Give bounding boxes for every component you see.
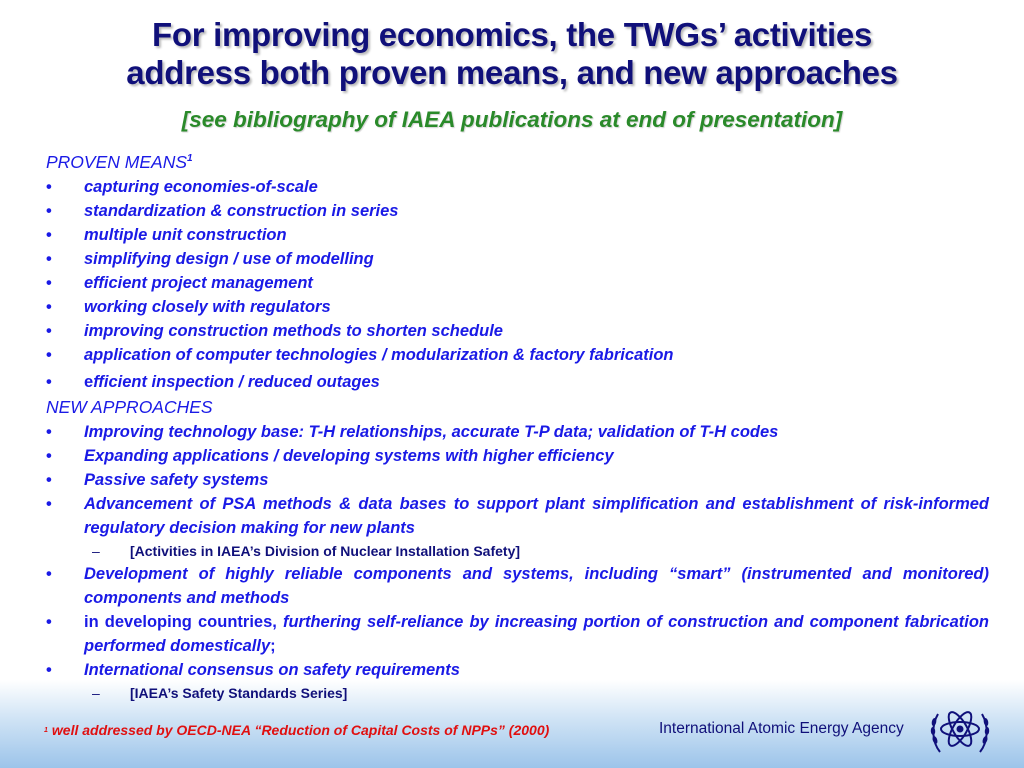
list-item-text: application of computer technologies / modularization & factory fabrication <box>84 346 674 364</box>
title-line-2: address both proven means, and new approaches <box>126 54 898 91</box>
footnote <box>44 720 549 741</box>
proven-means-heading <box>46 150 989 175</box>
dash-icon: – <box>92 685 100 701</box>
iaea-logo-icon <box>928 698 992 760</box>
list-item-text: Passive safety systems <box>84 471 269 489</box>
bullet-icon: • <box>46 613 52 631</box>
title-line-1: For improving economics, the TWGs’ activities <box>152 16 872 53</box>
list-item-prefix: in developing countries, <box>84 613 283 631</box>
list-item-suffix: ; <box>270 637 276 655</box>
list-item <box>46 420 989 444</box>
list-item-text: standardization & construction in series <box>84 202 399 220</box>
dash-icon: – <box>92 543 100 559</box>
bullet-icon: • <box>46 423 52 441</box>
bullet-icon: • <box>46 447 52 465</box>
list-item-text: fficient inspection / reduced outages <box>93 373 380 391</box>
list-item-text: working closely with regulators <box>84 298 331 316</box>
list-item <box>46 658 989 682</box>
list-item-text: Advancement of PSA methods & data bases to support plant simplification and establishment of risk-informed regulatory decision making for new plants <box>84 495 989 537</box>
footnote-reference: 1 <box>187 153 193 165</box>
list-item <box>46 271 989 295</box>
bullet-icon: • <box>46 346 52 364</box>
list-item <box>46 175 989 199</box>
list-item <box>46 562 989 610</box>
bullet-icon: • <box>46 226 52 244</box>
list-item <box>46 610 989 658</box>
agency-name: International Atomic Energy Agency <box>659 720 904 737</box>
bullet-icon: • <box>46 298 52 316</box>
sub-list-item-text: [IAEA’s Safety Standards Series] <box>130 685 348 701</box>
bullet-icon: • <box>46 202 52 220</box>
sub-list-item <box>46 540 989 562</box>
list-item <box>46 247 989 271</box>
list-item <box>46 444 989 468</box>
list-item <box>46 295 989 319</box>
list-item-text: efficient project management <box>84 274 313 292</box>
slide-title <box>10 16 1014 92</box>
bullet-icon: • <box>46 471 52 489</box>
list-item-text: Improving technology base: T-H relationships, accurate T-P data; validation of T-H codes <box>84 423 779 441</box>
list-item <box>46 343 989 367</box>
sub-list-item-text: [Activities in IAEA’s Division of Nuclear Installation Safety] <box>130 543 521 559</box>
footnote-mark: 1 <box>44 727 48 735</box>
list-item <box>46 369 989 395</box>
list-item <box>46 468 989 492</box>
list-item-text: International consensus on safety requirements <box>84 661 460 679</box>
proven-means-heading-text: PROVEN MEANS <box>46 152 187 172</box>
bullet-icon: • <box>46 178 52 196</box>
bullet-icon: • <box>46 565 52 583</box>
list-item-prefix: e <box>84 373 94 391</box>
new-approaches-heading: NEW APPROACHES <box>46 397 213 417</box>
list-item <box>46 319 989 343</box>
bullet-icon: • <box>46 322 52 340</box>
list-item-text: multiple unit construction <box>84 226 287 244</box>
list-item <box>46 223 989 247</box>
list-item-text: capturing economies-of-scale <box>84 178 318 196</box>
list-item <box>46 492 989 540</box>
bullet-icon: • <box>46 661 52 679</box>
list-item <box>46 199 989 223</box>
list-item-text: Expanding applications / developing systems with higher efficiency <box>84 447 614 465</box>
footnote-text: well addressed by OECD-NEA “Reduction of Capital Costs of NPPs” (2000) <box>51 722 550 738</box>
slide-body <box>46 150 989 704</box>
slide-subtitle: [see bibliography of IAEA publications at end of presentation] <box>181 107 843 132</box>
bullet-icon: • <box>46 250 52 268</box>
bullet-icon: • <box>46 373 52 391</box>
bullet-icon: • <box>46 495 52 513</box>
bullet-icon: • <box>46 274 52 292</box>
list-item-text: furthering self-reliance by increasing portion of construction and component fabrication performed domestically <box>84 613 990 655</box>
sub-list-item <box>46 682 989 704</box>
list-item-text: Development of highly reliable components and systems, including “smart” (instrumented and monitored) components and methods <box>84 565 989 607</box>
list-item-text: improving construction methods to shorten schedule <box>84 322 503 340</box>
list-item-text: simplifying design / use of modelling <box>84 250 374 268</box>
